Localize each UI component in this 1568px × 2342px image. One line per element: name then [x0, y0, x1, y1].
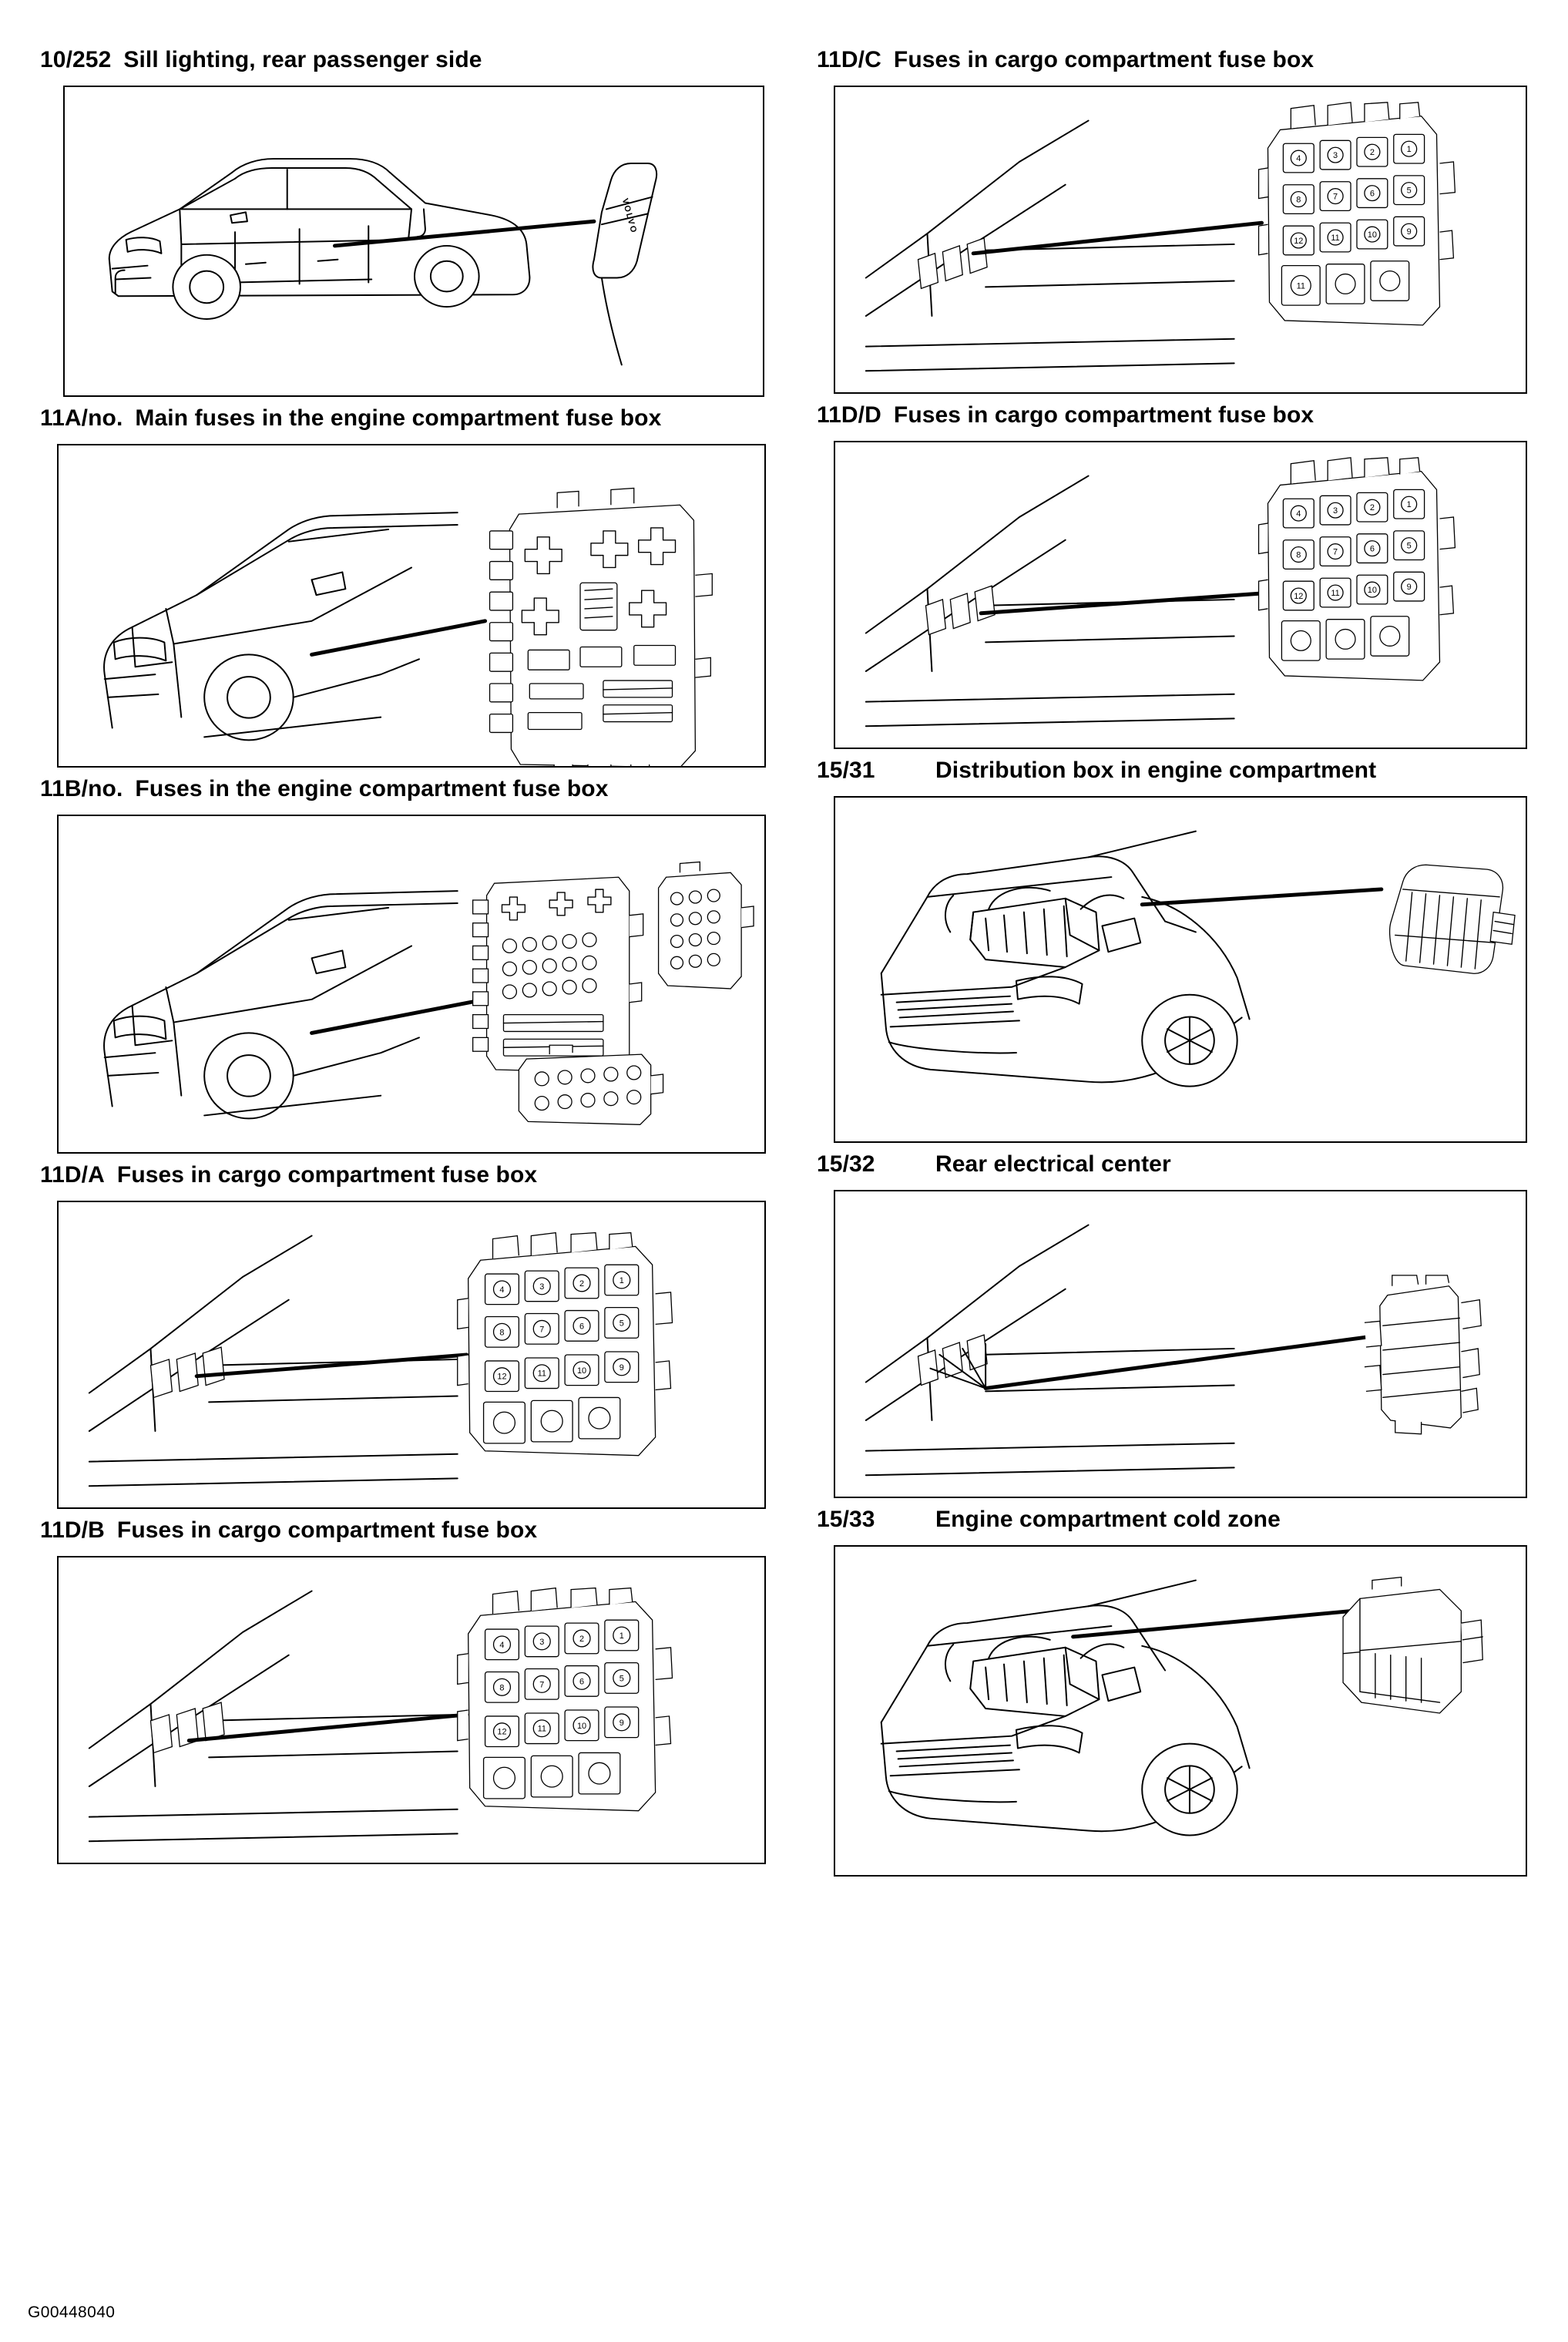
- caption-title: Fuses in cargo compartment fuse box: [116, 1517, 538, 1543]
- caption-11da: [40, 1160, 776, 1190]
- entry-11da: [40, 1160, 776, 1509]
- svg-text:5: 5: [1406, 186, 1412, 196]
- svg-text:6: 6: [579, 1677, 585, 1687]
- engine-cold-zone-illustration: [835, 1547, 1526, 1875]
- caption-title: Engine compartment cold zone: [935, 1507, 1281, 1532]
- caption-title: Main fuses in the engine compartment fuse box: [135, 405, 662, 431]
- cargo-fuse-box-a-illustration: [59, 1202, 764, 1507]
- caption-code: 10/252: [40, 47, 112, 72]
- entry-1533: [817, 1504, 1544, 1877]
- svg-text:1: 1: [619, 1275, 624, 1285]
- entry-1531: [817, 755, 1544, 1143]
- caption-title: Fuses in the engine compartment fuse box: [135, 776, 609, 801]
- svg-text:5: 5: [619, 1319, 624, 1329]
- svg-text:12: 12: [1294, 236, 1304, 246]
- caption-title: Rear electrical center: [935, 1151, 1171, 1177]
- engine-bay-fuses-illustration: [59, 816, 764, 1152]
- svg-text:8: 8: [1296, 550, 1301, 560]
- svg-text:12: 12: [1294, 591, 1304, 601]
- figure-engine-compartment-cold-zone: [834, 1545, 1527, 1877]
- caption-10-252: [40, 45, 776, 75]
- svg-text:1: 1: [1406, 500, 1412, 510]
- caption-code: 11D/C: [817, 47, 881, 72]
- svg-text:7: 7: [1333, 192, 1338, 202]
- svg-text:3: 3: [1333, 151, 1338, 161]
- svg-text:10: 10: [1367, 230, 1377, 240]
- entry-11a: [40, 403, 776, 768]
- cargo-fuse-box-b-illustration: [59, 1557, 764, 1863]
- caption-code: 11B/no.: [40, 776, 123, 801]
- entry-11db: [40, 1515, 776, 1864]
- entry-11dd: [817, 400, 1544, 749]
- svg-text:8: 8: [1296, 195, 1301, 205]
- svg-text:4: 4: [1296, 154, 1301, 164]
- svg-text:10: 10: [576, 1366, 587, 1376]
- svg-text:1: 1: [1406, 145, 1412, 155]
- figure-fuses-cargo-compartment-fuse-box-a: [57, 1201, 766, 1509]
- rear-electrical-center-illustration: [835, 1191, 1526, 1497]
- svg-text:2: 2: [579, 1634, 585, 1644]
- caption-title: Sill lighting, rear passenger side: [123, 47, 482, 72]
- figure-rear-electrical-center: [834, 1190, 1527, 1498]
- caption-11dd: [817, 400, 1544, 430]
- figure-fuses-cargo-compartment-fuse-box-c: [834, 86, 1527, 394]
- caption-code: 15/31: [817, 758, 875, 783]
- svg-text:11: 11: [1296, 281, 1305, 291]
- figure-fuses-engine-compartment-fuse-box: [57, 815, 766, 1154]
- svg-text:11: 11: [1331, 234, 1340, 243]
- svg-text:3: 3: [1333, 506, 1338, 516]
- svg-text:7: 7: [539, 1680, 545, 1690]
- caption-11a: [40, 403, 776, 433]
- svg-text:8: 8: [499, 1328, 505, 1338]
- entry-1532: [817, 1149, 1544, 1498]
- svg-text:6: 6: [579, 1322, 585, 1332]
- caption-title: Fuses in cargo compartment fuse box: [893, 47, 1315, 72]
- svg-text:9: 9: [619, 1718, 624, 1728]
- svg-text:7: 7: [1333, 547, 1338, 557]
- two-column-layout: [0, 45, 1568, 1883]
- svg-text:4: 4: [1296, 509, 1301, 519]
- svg-text:1: 1: [619, 1631, 624, 1641]
- svg-text:9: 9: [619, 1363, 624, 1373]
- caption-1531: [817, 755, 1544, 785]
- svg-text:11: 11: [537, 1369, 546, 1379]
- figure-sill-lighting-rear-passenger-side: [63, 86, 764, 397]
- svg-text:6: 6: [1369, 189, 1375, 199]
- svg-text:10: 10: [1367, 586, 1377, 596]
- svg-text:3: 3: [539, 1282, 545, 1292]
- figure-fuses-cargo-compartment-fuse-box-d: [834, 441, 1527, 749]
- caption-code: 11D/B: [40, 1517, 105, 1543]
- cargo-fuse-box-c-illustration: [835, 87, 1526, 392]
- svg-text:6: 6: [1369, 544, 1375, 554]
- left-column: [0, 45, 784, 1883]
- caption-title: Fuses in cargo compartment fuse box: [893, 402, 1315, 428]
- svg-text:5: 5: [1406, 541, 1412, 551]
- right-column: [784, 45, 1567, 1883]
- svg-text:11: 11: [1331, 589, 1340, 598]
- caption-code: 11D/A: [40, 1162, 105, 1188]
- caption-11dc: [817, 45, 1544, 75]
- svg-text:12: 12: [497, 1727, 507, 1737]
- svg-text:2: 2: [1369, 503, 1375, 513]
- caption-11db: [40, 1515, 776, 1545]
- svg-text:2: 2: [579, 1279, 585, 1289]
- entry-11dc: [817, 45, 1544, 394]
- volvo-emblem-text: VOLVO: [619, 197, 639, 235]
- caption-title: Fuses in cargo compartment fuse box: [116, 1162, 538, 1188]
- caption-code: 11A/no.: [40, 405, 123, 431]
- sill-lighting-illustration: [65, 87, 763, 395]
- svg-text:9: 9: [1406, 583, 1412, 593]
- svg-text:3: 3: [539, 1637, 545, 1647]
- document-footer-code: G00448040: [28, 2303, 116, 2321]
- figure-distribution-box-engine-compartment: [834, 796, 1527, 1143]
- engine-bay-main-fuses-illustration: [59, 445, 764, 766]
- svg-text:2: 2: [1369, 148, 1375, 158]
- cargo-fuse-box-d-illustration: [835, 442, 1526, 748]
- svg-text:4: 4: [499, 1285, 505, 1295]
- svg-text:5: 5: [619, 1674, 624, 1684]
- caption-title: Distribution box in engine compartment: [935, 758, 1377, 783]
- caption-code: 15/33: [817, 1507, 875, 1532]
- svg-text:12: 12: [497, 1372, 507, 1382]
- figure-main-fuses-engine-compartment-fuse-box: [57, 444, 766, 768]
- svg-text:7: 7: [539, 1325, 545, 1335]
- svg-text:8: 8: [499, 1683, 505, 1693]
- svg-text:10: 10: [576, 1721, 587, 1731]
- svg-text:11: 11: [537, 1724, 546, 1734]
- figure-fuses-cargo-compartment-fuse-box-b: [57, 1556, 766, 1864]
- caption-code: 15/32: [817, 1151, 875, 1177]
- svg-text:4: 4: [499, 1640, 505, 1650]
- svg-text:9: 9: [1406, 227, 1412, 237]
- entry-10-252: [40, 45, 776, 397]
- caption-1533: [817, 1504, 1544, 1534]
- caption-11b: [40, 774, 776, 804]
- entry-11b: [40, 774, 776, 1154]
- distribution-box-illustration: [835, 798, 1526, 1141]
- caption-1532: [817, 1149, 1544, 1179]
- caption-code: 11D/D: [817, 402, 881, 428]
